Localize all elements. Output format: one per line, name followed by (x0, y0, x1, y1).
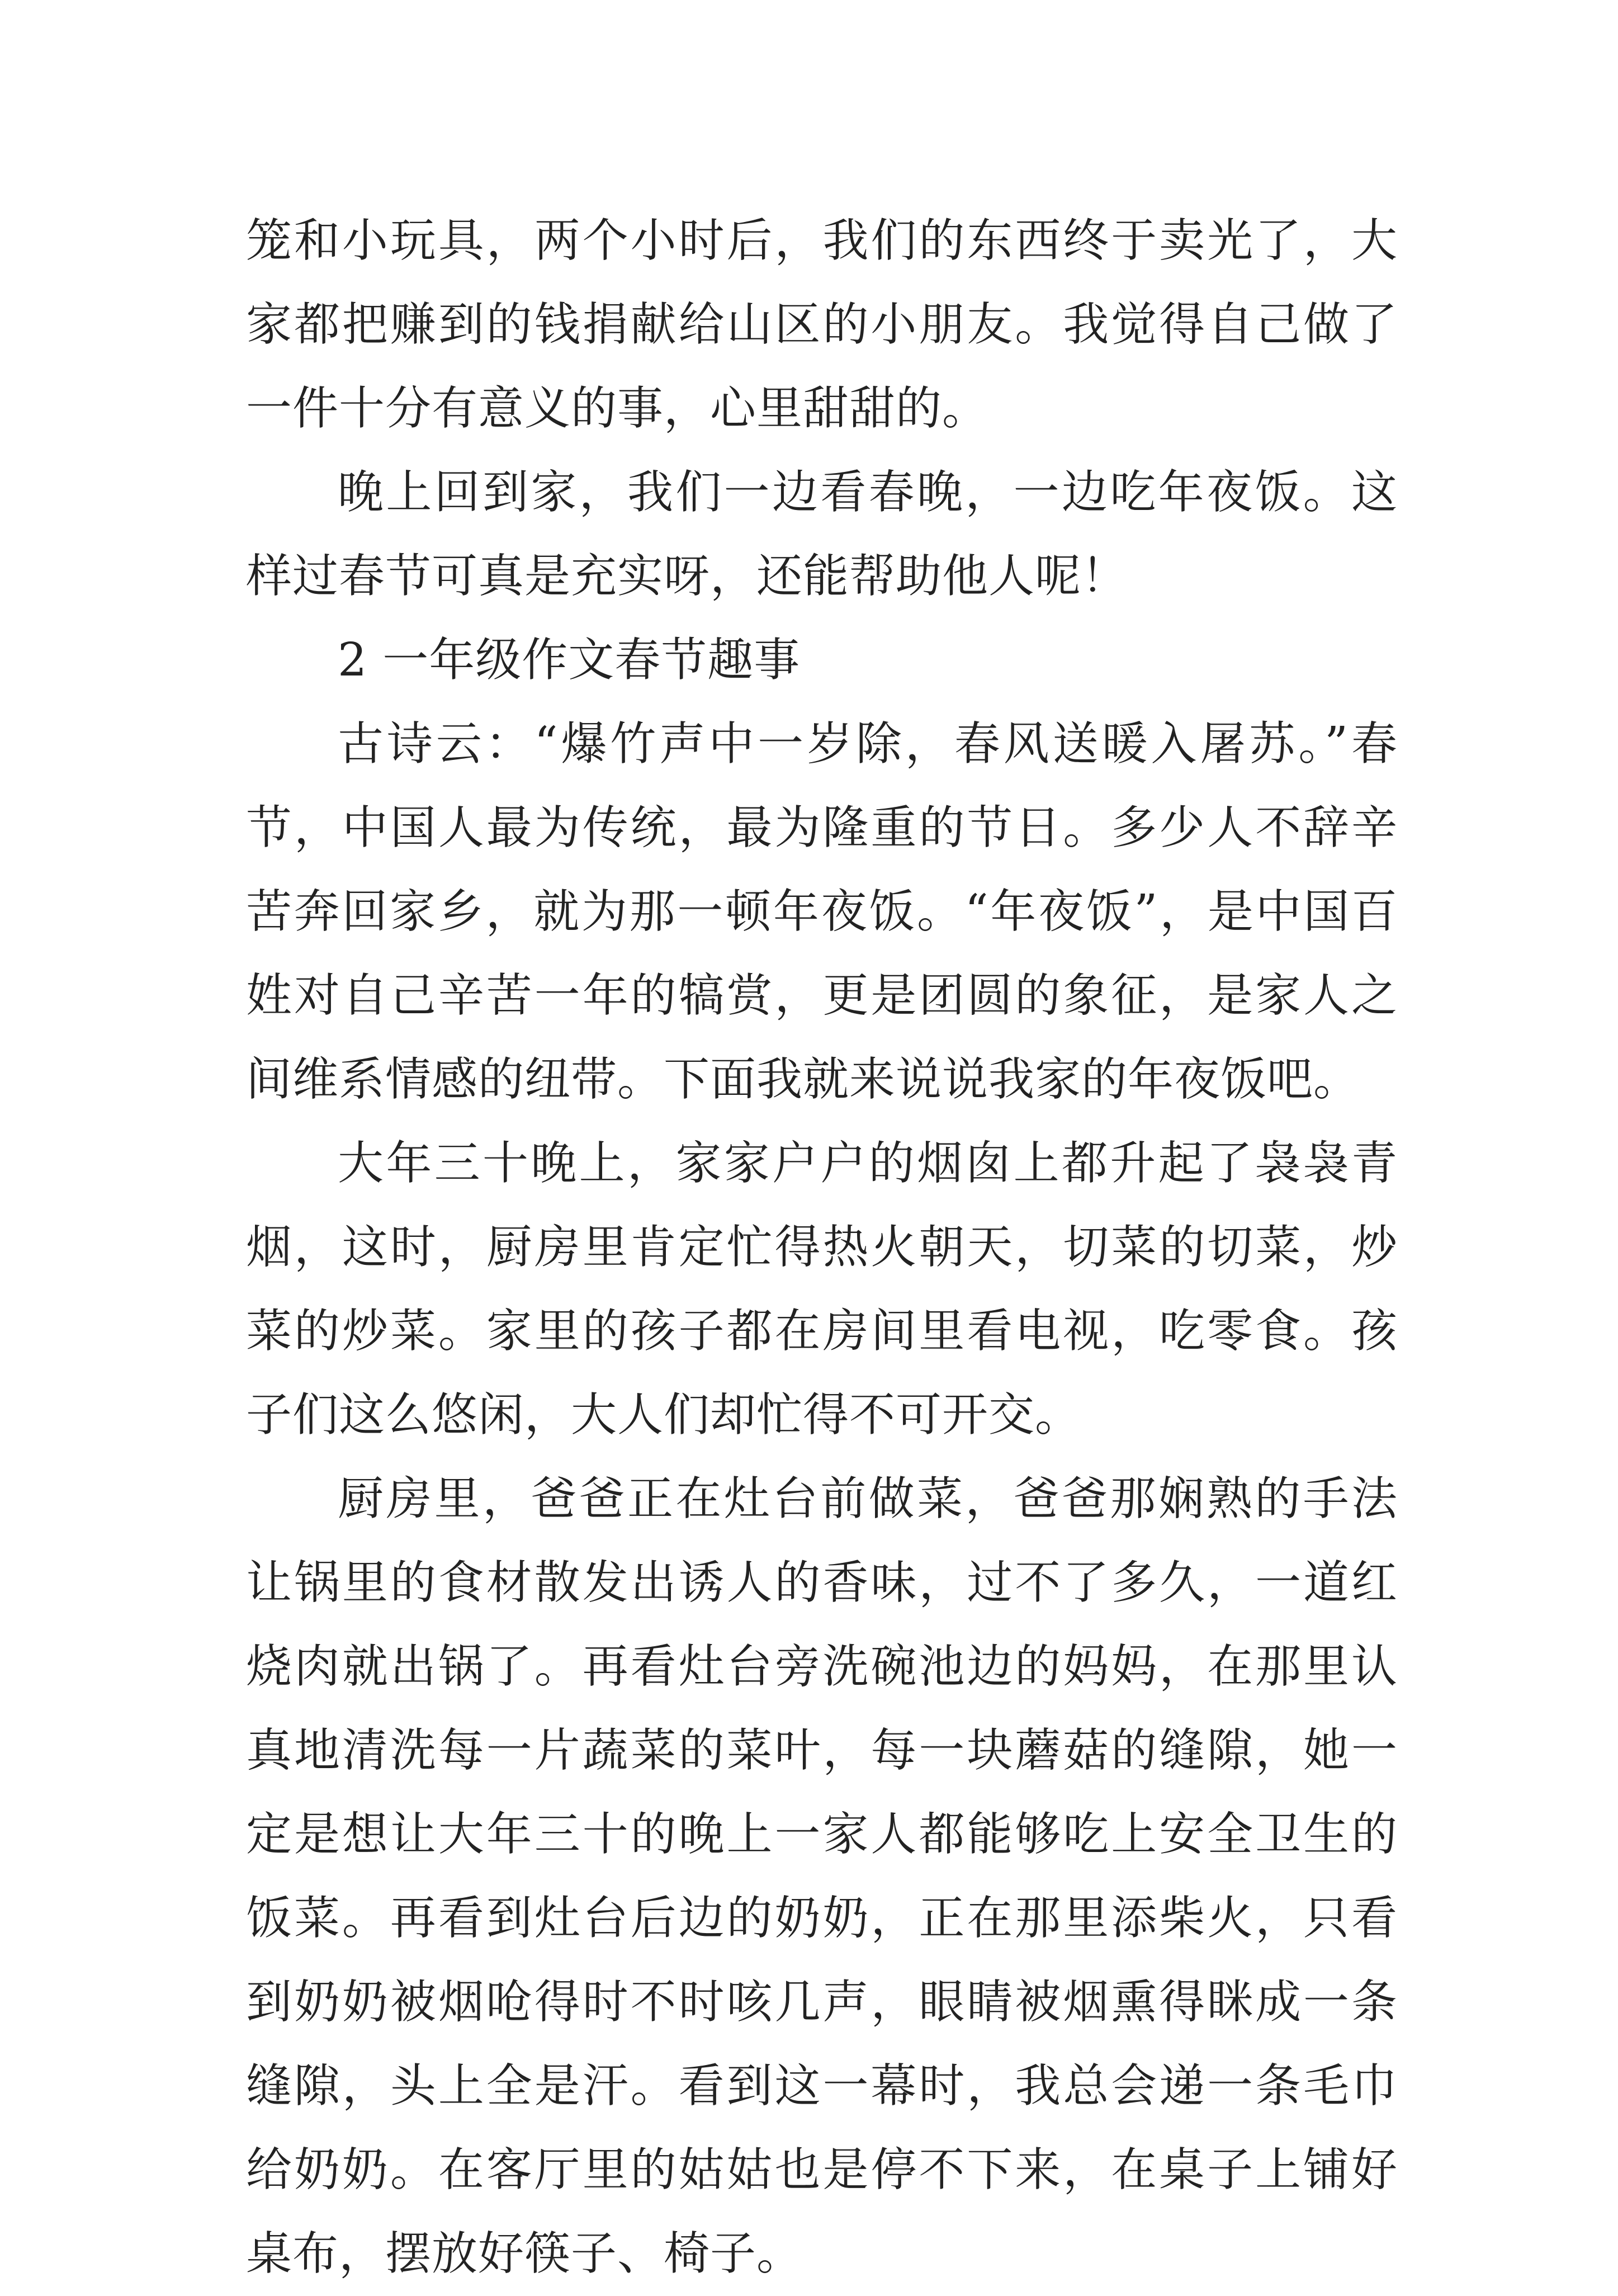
paragraph-new-year-eve: 大年三十晚上，家家户户的烟囱上都升起了袅袅青烟，这时，厨房里肯定忙得热火朝天，切菜的切菜，炒菜的炒菜。家里的孩子都在房间里看电视，吃零食。孩子们这么悠闲，大人们却忙得不可开交。 (246, 1137, 1398, 1442)
section-heading: 2 一年级作文春节趣事 (338, 634, 801, 687)
paragraph-intro: 古诗云：“爆竹声中一岁除，春风送暖入屠苏。”春节，中国人最为传统，最为隆重的节日。多少人不辞辛苦奔回家乡，就为那一顿年夜饭。“年夜饭”，是中国百姓对自己辛苦一年的犒赏，更是团圆的象征，是家人之间维系情感的纽带。下面我就来说说我家的年夜饭吧。 (246, 717, 1398, 1106)
paragraph-kitchen: 厨房里，爸爸正在灶台前做菜，爸爸那娴熟的手法让锅里的食材散发出诱人的香味，过不了多久，一道红烧肉就出锅了。再看灶台旁洗碗池边的妈妈，在那里认真地清洗每一片蔬菜的菜叶，每一块蘑菇的缝隙，她一定是想让大年三十的晚上一家人都能够吃上安全卫生的饭菜。再看到灶台后边的奶奶，正在那里添柴火，只看到奶奶被烟呛得时不时咳几声，眼睛被烟熏得眯成一条缝隙，头上全是汗。看到这一幕时，我总会递一条毛巾给奶奶。在客厅里的姑姑也是停不下来，在桌子上铺好桌布，摆放好筷子、椅子。 (246, 1472, 1398, 2280)
paragraph-continuation: 笼和小玩具，两个小时后，我们的东西终于卖光了，大家都把赚到的钱捐献给山区的小朋友。我觉得自己做了一件十分有意义的事，心里甜甜的。 (246, 214, 1398, 435)
document-body (246, 199, 1398, 2296)
paragraph-evening: 晚上回到家，我们一边看春晚，一边吃年夜饭。这样过春节可真是充实呀，还能帮助他人呢！ (246, 466, 1398, 603)
